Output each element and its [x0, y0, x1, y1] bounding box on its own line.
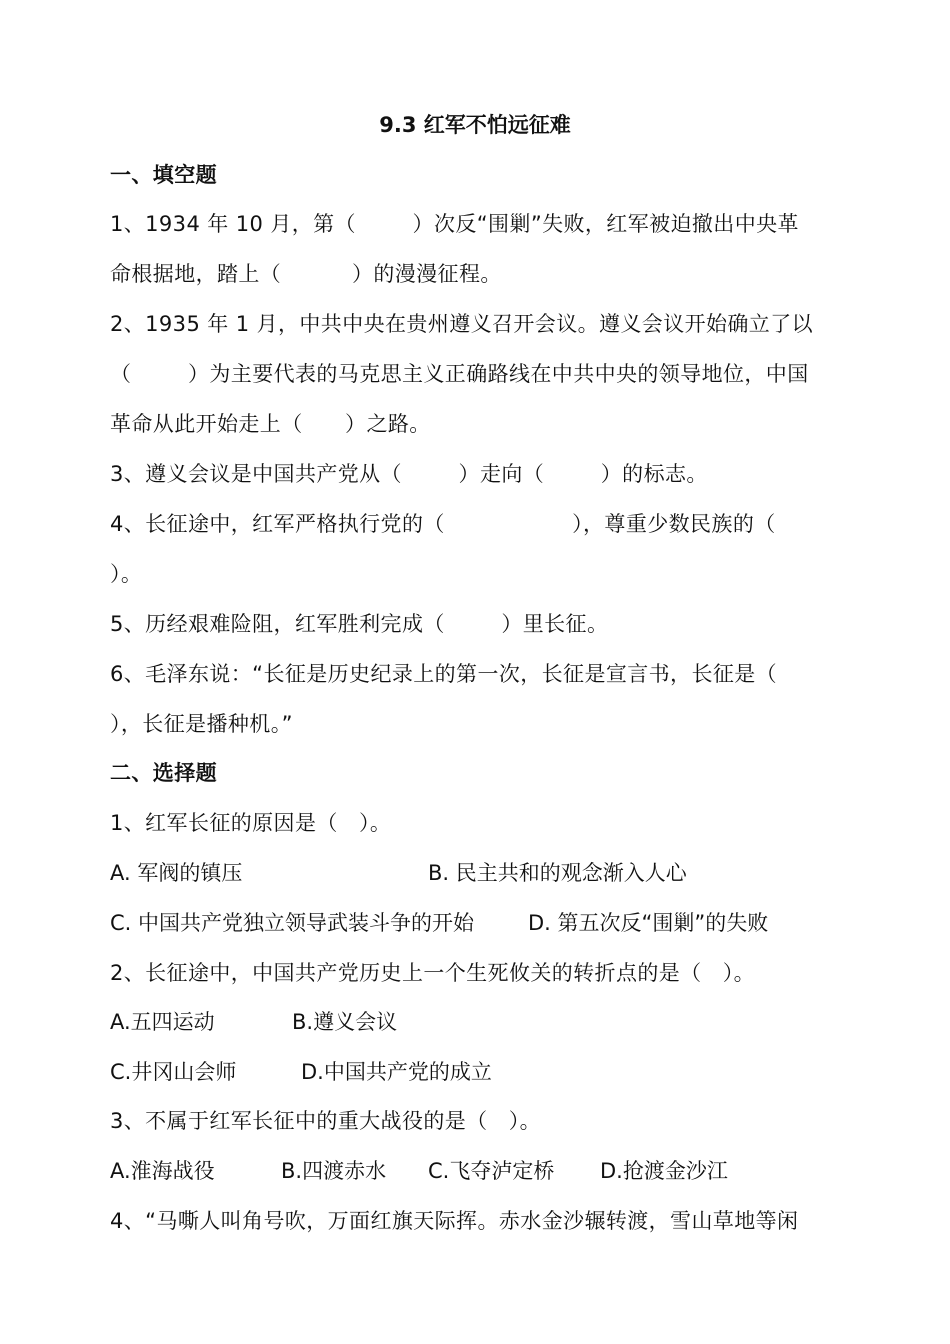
fill-q5-line1: 5、历经艰难险阻，红军胜利完成（ ）里长征。 — [110, 612, 609, 636]
choice-q1-option-d: D. 第五次反“围剿”的失败 — [528, 911, 769, 935]
choice-q3-option-d: D.抢渡金沙江 — [600, 1159, 728, 1183]
choice-q1-option-b: B. 民主共和的观念渐入人心 — [428, 861, 687, 885]
choice-q4-stem: 4、“马嘶人叫角号吹，万面红旗天际挥。赤水金沙辗转渡，雪山草地等闲 — [110, 1209, 799, 1233]
choice-q3-option-a: A.淮海战役 — [110, 1159, 215, 1183]
section-heading-fill-blank: 一、填空题 — [110, 163, 217, 187]
fill-q3-line1: 3、遵义会议是中国共产党从（ ）走向（ ）的标志。 — [110, 462, 708, 486]
choice-q1-option-c: C. 中国共产党独立领导武装斗争的开始 — [110, 911, 475, 935]
choice-q1-stem: 1、红军长征的原因是（ ）。 — [110, 811, 392, 835]
fill-q1-line1: 1、1934 年 10 月，第（ ）次反“围剿”失败，红军被迫撤出中央革 — [110, 212, 799, 236]
choice-q2-option-d: D.中国共产党的成立 — [301, 1060, 492, 1084]
fill-q4-line2: ）。 — [110, 562, 143, 586]
choice-q2-option-b: B.遵义会议 — [292, 1010, 398, 1034]
fill-q2-line3: 革命从此开始走上（ ）之路。 — [110, 412, 431, 436]
choice-q3-stem: 3、不属于红军长征中的重大战役的是（ ）。 — [110, 1109, 542, 1133]
choice-q1-option-a: A. 军阀的镇压 — [110, 861, 243, 885]
page-title: 9.3 红军不怕远征难 — [379, 113, 571, 137]
fill-q6-line1: 6、毛泽东说：“长征是历史纪录上的第一次，长征是宣言书，长征是（ — [110, 662, 778, 686]
fill-q6-line2: ），长征是播种机。” — [110, 712, 293, 736]
fill-q2-line2: （ ）为主要代表的马克思主义正确路线在中共中央的领导地位，中国 — [110, 362, 809, 386]
choice-q3-option-b: B.四渡赤水 — [281, 1159, 387, 1183]
choice-q3-option-c: C.飞夺泸定桥 — [428, 1159, 555, 1183]
choice-q2-stem: 2、长征途中，中国共产党历史上一个生死攸关的转折点的是（ ）。 — [110, 961, 756, 985]
fill-q4-line1: 4、长征途中，红军严格执行党的（ ），尊重少数民族的（ — [110, 512, 776, 536]
choice-q2-option-a: A.五四运动 — [110, 1010, 215, 1034]
section-heading-multiple-choice: 二、选择题 — [110, 761, 217, 785]
fill-q1-line2: 命根据地，踏上（ ）的漫漫征程。 — [110, 262, 502, 286]
choice-q2-option-c: C.井冈山会师 — [110, 1060, 237, 1084]
fill-q2-line1: 2、1935 年 1 月，中共中央在贵州遵义召开会议。遵义会议开始确立了以 — [110, 312, 813, 336]
